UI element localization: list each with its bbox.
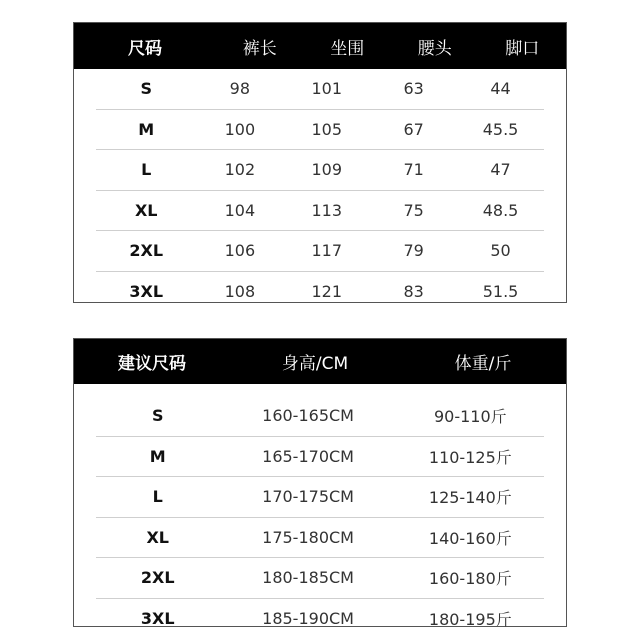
cell-height: 180-185CM	[262, 568, 354, 588]
cell-hem: 44	[490, 79, 511, 99]
table-row	[96, 191, 544, 232]
header-recommended-size: 建议尺码	[118, 354, 186, 374]
cell-height: 175-180CM	[262, 527, 354, 547]
cell-height: 170-175CM	[262, 487, 354, 507]
cell-weight: 140-160斤	[428, 528, 512, 548]
table-row	[96, 477, 544, 518]
cell-weight: 90-110斤	[433, 407, 507, 427]
header-height: 身高/CM	[281, 354, 349, 374]
cell-size: 3XL	[129, 281, 164, 301]
header-length: 裤长	[242, 38, 277, 59]
cell-hem: 50	[490, 241, 511, 261]
cell-length: 102	[224, 160, 256, 180]
recommendation-header	[74, 339, 566, 384]
cell-weight: 110-125斤	[428, 447, 512, 467]
header-hip: 坐围	[330, 38, 365, 59]
table-row	[96, 150, 544, 191]
cell-length: 106	[224, 241, 256, 261]
cell-hip: 117	[311, 241, 343, 261]
header-size: 尺码	[127, 38, 162, 59]
cell-hem: 47	[490, 160, 511, 180]
recommendation-body	[74, 384, 566, 638]
table-row	[96, 558, 544, 599]
cell-size: XL	[134, 200, 158, 220]
cell-hem: 45.5	[482, 119, 519, 139]
cell-height: 160-165CM	[262, 406, 354, 426]
cell-hip: 113	[311, 200, 343, 220]
table-row	[96, 396, 544, 437]
table-row	[96, 231, 544, 272]
size-chart-header	[74, 23, 566, 69]
table-row	[96, 69, 544, 110]
cell-waist: 83	[403, 281, 424, 301]
cell-waist: 79	[403, 241, 424, 261]
cell-hip: 101	[311, 79, 343, 99]
cell-size: 2XL	[129, 241, 164, 261]
cell-size: M	[149, 446, 166, 466]
cell-waist: 71	[403, 160, 424, 180]
cell-height: 165-170CM	[262, 446, 354, 466]
cell-waist: 63	[403, 79, 424, 99]
cell-size: XL	[146, 527, 169, 547]
cell-weight: 180-195斤	[428, 609, 512, 629]
cell-length: 98	[229, 79, 251, 99]
size-chart-table	[73, 22, 567, 303]
cell-hip: 109	[311, 160, 343, 180]
cell-size: L	[141, 160, 152, 180]
recommendation-table	[73, 338, 567, 627]
cell-size: 2XL	[140, 568, 175, 588]
table-row	[96, 272, 544, 312]
cell-size: S	[151, 406, 164, 426]
cell-weight: 160-180斤	[428, 569, 512, 589]
cell-hip: 121	[311, 281, 343, 301]
cell-weight: 125-140斤	[428, 488, 512, 508]
cell-waist: 75	[403, 200, 424, 220]
header-hem: 脚口	[505, 38, 540, 59]
cell-waist: 67	[403, 119, 424, 139]
header-weight: 体重/斤	[454, 354, 512, 374]
cell-height: 185-190CM	[262, 608, 354, 628]
cell-hip: 105	[311, 119, 343, 139]
cell-length: 108	[224, 281, 256, 301]
cell-length: 100	[224, 119, 256, 139]
table-row	[96, 599, 544, 639]
cell-size: L	[152, 487, 163, 507]
cell-hem: 48.5	[482, 200, 519, 220]
cell-size: M	[138, 119, 155, 139]
cell-hem: 51.5	[482, 281, 519, 301]
header-waist: 腰头	[417, 38, 452, 59]
size-chart-body	[74, 69, 566, 311]
cell-size: S	[140, 79, 152, 99]
table-row	[96, 518, 544, 559]
cell-size: 3XL	[140, 608, 175, 628]
cell-length: 104	[224, 200, 256, 220]
table-row	[96, 110, 544, 151]
table-row	[96, 437, 544, 478]
